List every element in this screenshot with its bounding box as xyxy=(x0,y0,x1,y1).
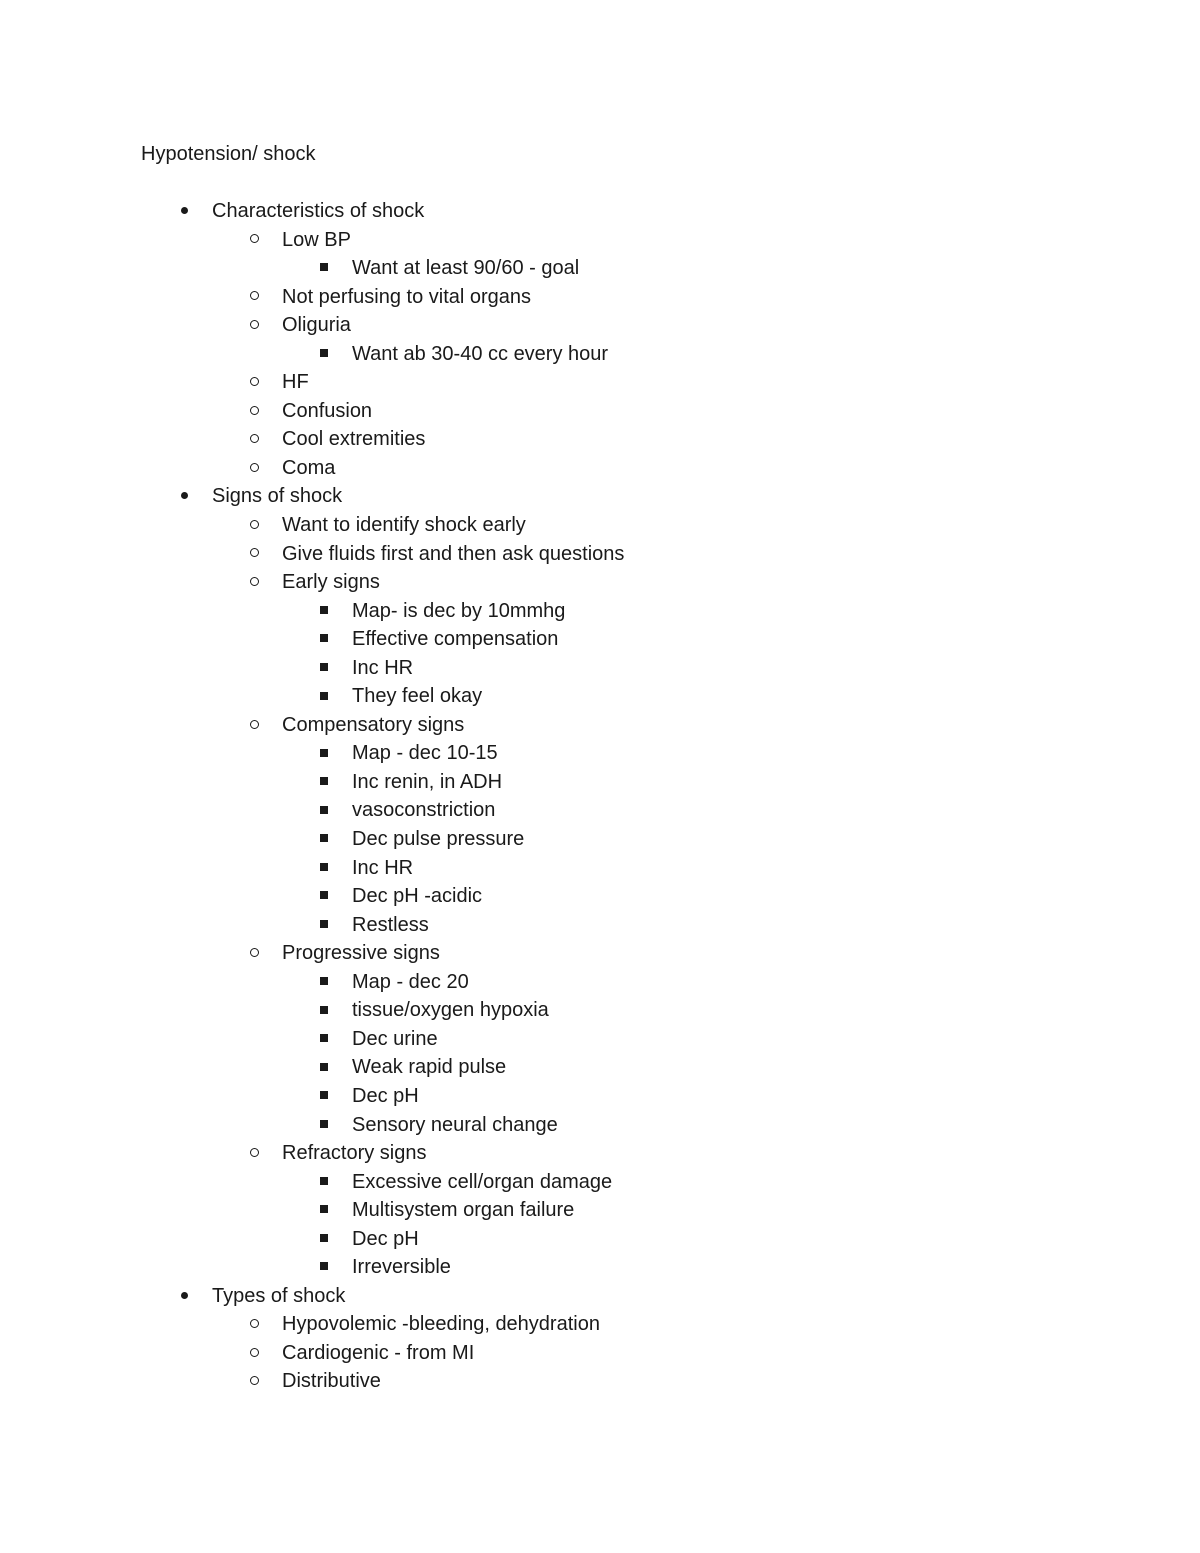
hollow-circle-bullet-icon xyxy=(242,1139,266,1167)
hollow-circle-bullet-icon xyxy=(242,540,266,568)
list-item xyxy=(0,568,1200,597)
list-item-text: Types of shock xyxy=(212,1284,346,1307)
hollow-circle-bullet-icon xyxy=(242,368,266,396)
filled-square-bullet-icon xyxy=(312,1168,336,1196)
list-item xyxy=(0,511,1200,540)
hollow-circle-bullet-icon xyxy=(242,568,266,596)
list-item xyxy=(0,1310,1200,1339)
list-item-text: Cool extremities xyxy=(282,428,426,451)
list-item xyxy=(0,939,1200,968)
filled-square-bullet-icon xyxy=(312,768,336,796)
filled-square-bullet-icon xyxy=(312,1253,336,1281)
list-item xyxy=(0,482,1200,511)
list-item-text: Refractory signs xyxy=(282,1142,427,1165)
list-item xyxy=(0,682,1200,711)
filled-square-bullet-icon xyxy=(312,796,336,824)
filled-square-bullet-icon xyxy=(312,1053,336,1081)
filled-square-bullet-icon xyxy=(312,682,336,710)
filled-square-bullet-icon xyxy=(312,1196,336,1224)
list-item-text: Signs of shock xyxy=(212,485,343,508)
filled-square-bullet-icon xyxy=(312,911,336,939)
list-item xyxy=(0,968,1200,997)
list-item xyxy=(0,597,1200,626)
list-item xyxy=(0,397,1200,426)
list-item-text: vasoconstriction xyxy=(352,799,496,822)
list-item-text: Dec pulse pressure xyxy=(352,828,525,851)
list-item-text: Effective compensation xyxy=(352,628,559,651)
hollow-circle-bullet-icon xyxy=(242,1367,266,1395)
filled-square-bullet-icon xyxy=(312,854,336,882)
list-item-text: Multisystem organ failure xyxy=(352,1199,575,1222)
hollow-circle-bullet-icon xyxy=(242,283,266,311)
list-item xyxy=(0,625,1200,654)
list-item xyxy=(0,854,1200,883)
filled-square-bullet-icon xyxy=(312,654,336,682)
list-item xyxy=(0,311,1200,340)
hollow-circle-bullet-icon xyxy=(242,397,266,425)
list-item xyxy=(0,1196,1200,1225)
list-item xyxy=(0,1367,1200,1396)
filled-square-bullet-icon xyxy=(312,1025,336,1053)
list-item xyxy=(0,1225,1200,1254)
list-item xyxy=(0,1282,1200,1311)
list-item xyxy=(0,1253,1200,1282)
list-item xyxy=(0,882,1200,911)
list-item-text: Weak rapid pulse xyxy=(352,1056,507,1079)
list-item-text: Dec urine xyxy=(352,1027,438,1050)
list-item xyxy=(0,1168,1200,1197)
list-item-text: Give fluids first and then ask questions xyxy=(282,542,625,565)
list-item-text: Sensory neural change xyxy=(352,1113,558,1136)
list-item xyxy=(0,768,1200,797)
list-item-text: Early signs xyxy=(282,571,380,594)
list-item xyxy=(0,226,1200,255)
list-item-text: Confusion xyxy=(282,399,373,422)
list-item-text: Map - dec 10-15 xyxy=(352,742,498,765)
list-item-text: Oliguria xyxy=(282,314,351,337)
list-item-text: Inc renin, in ADH xyxy=(352,770,503,793)
filled-square-bullet-icon xyxy=(312,597,336,625)
list-item-text: Dec pH xyxy=(352,1227,419,1250)
list-item xyxy=(0,368,1200,397)
list-item xyxy=(0,911,1200,940)
list-item xyxy=(0,1082,1200,1111)
filled-square-bullet-icon xyxy=(312,882,336,910)
list-item xyxy=(0,739,1200,768)
list-item-text: Irreversible xyxy=(352,1256,451,1279)
list-item-text: Want ab 30-40 cc every hour xyxy=(352,342,609,365)
hollow-circle-bullet-icon xyxy=(242,226,266,254)
filled-square-bullet-icon xyxy=(312,968,336,996)
list-item-text: Restless xyxy=(352,913,429,936)
filled-square-bullet-icon xyxy=(312,825,336,853)
list-item xyxy=(0,340,1200,369)
filled-circle-bullet-icon xyxy=(172,197,196,225)
hollow-circle-bullet-icon xyxy=(242,425,266,453)
hollow-circle-bullet-icon xyxy=(242,511,266,539)
filled-square-bullet-icon xyxy=(312,996,336,1024)
filled-square-bullet-icon xyxy=(312,739,336,767)
list-item-text: Hypovolemic -bleeding, dehydration xyxy=(282,1313,600,1336)
list-item xyxy=(0,654,1200,683)
list-item xyxy=(0,711,1200,740)
list-item-text: Excessive cell/organ damage xyxy=(352,1170,613,1193)
list-item-text: HF xyxy=(282,371,309,394)
list-item-text: Low BP xyxy=(282,228,351,251)
list-item-text: Distributive xyxy=(282,1370,381,1393)
list-item-text: Map- is dec by 10mmhg xyxy=(352,599,566,622)
list-item-text: Dec pH -acidic xyxy=(352,885,483,908)
list-item-text: Coma xyxy=(282,456,336,479)
list-item-text: tissue/oxygen hypoxia xyxy=(352,999,549,1022)
hollow-circle-bullet-icon xyxy=(242,939,266,967)
list-item-text: They feel okay xyxy=(352,685,483,708)
list-item-text: Not perfusing to vital organs xyxy=(282,285,532,308)
list-item-text: Progressive signs xyxy=(282,942,440,965)
hollow-circle-bullet-icon xyxy=(242,1339,266,1367)
hollow-circle-bullet-icon xyxy=(242,311,266,339)
filled-square-bullet-icon xyxy=(312,254,336,282)
document-title: Hypotension/ shock xyxy=(141,143,316,165)
bullet-list xyxy=(0,197,1200,1396)
list-item-text: Inc HR xyxy=(352,656,414,679)
list-item xyxy=(0,540,1200,569)
hollow-circle-bullet-icon xyxy=(242,711,266,739)
list-item-text: Characteristics of shock xyxy=(212,200,425,222)
list-item xyxy=(0,1053,1200,1082)
filled-square-bullet-icon xyxy=(312,1111,336,1139)
list-item xyxy=(0,1111,1200,1140)
list-item-text: Inc HR xyxy=(352,856,414,879)
list-item-text: Want to identify shock early xyxy=(282,514,526,537)
list-item-text: Dec pH xyxy=(352,1084,419,1107)
filled-circle-bullet-icon xyxy=(172,482,196,510)
list-item xyxy=(0,254,1200,283)
list-item xyxy=(0,283,1200,312)
filled-square-bullet-icon xyxy=(312,1082,336,1110)
list-item xyxy=(0,454,1200,483)
filled-circle-bullet-icon xyxy=(172,1282,196,1310)
list-item xyxy=(0,1025,1200,1054)
list-item-text: Compensatory signs xyxy=(282,713,465,736)
hollow-circle-bullet-icon xyxy=(242,454,266,482)
list-item-text: Map - dec 20 xyxy=(352,970,469,993)
list-item-text: Want at least 90/60 - goal xyxy=(352,257,580,280)
filled-square-bullet-icon xyxy=(312,340,336,368)
hollow-circle-bullet-icon xyxy=(242,1310,266,1338)
list-item-text: Cardiogenic - from MI xyxy=(282,1341,475,1364)
filled-square-bullet-icon xyxy=(312,1225,336,1253)
list-item xyxy=(0,796,1200,825)
list-item xyxy=(0,1139,1200,1168)
list-item xyxy=(0,825,1200,854)
list-item xyxy=(0,996,1200,1025)
filled-square-bullet-icon xyxy=(312,625,336,653)
list-item xyxy=(0,197,1200,226)
list-item xyxy=(0,425,1200,454)
list-item xyxy=(0,1339,1200,1368)
